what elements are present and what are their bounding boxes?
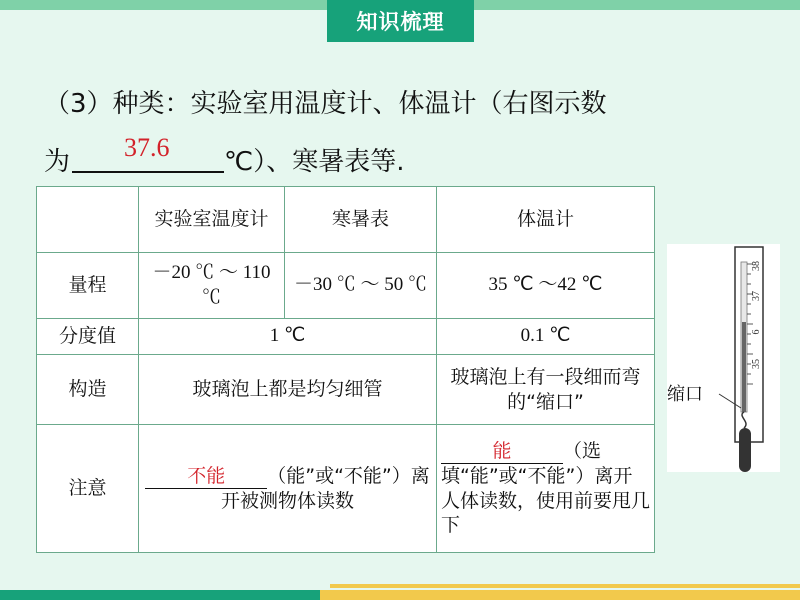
mercury-column bbox=[742, 322, 746, 412]
row-label-structure: 构造 bbox=[37, 355, 139, 425]
header-weather-thermometer: 寒暑表 bbox=[285, 187, 437, 253]
range-weather: －30 ℃ ～ 50 ℃ bbox=[285, 253, 437, 319]
scale-label-35: 35 bbox=[751, 359, 762, 369]
note-shared-text: （能”或“不能”）离开被测物体读数 bbox=[220, 464, 430, 512]
division-clinical: 0.1 ℃ bbox=[437, 319, 655, 355]
structure-shared: 玻璃泡上都是均匀细管 bbox=[139, 355, 437, 425]
thermometer-illustration bbox=[667, 244, 780, 472]
bottom-accent-strip bbox=[0, 590, 800, 600]
section-title-tab bbox=[327, 0, 474, 42]
intro-line-1: （3）种类：实验室用温度计、体温计（右图示数 bbox=[44, 89, 607, 119]
note-shared bbox=[139, 425, 437, 553]
note-clinical-text: （选填“能”或“不能”）离开人体读数，使用前要甩几下 bbox=[441, 440, 651, 537]
structure-clinical: 玻璃泡上有一段细而弯的“缩口” bbox=[437, 355, 655, 425]
answer-value: 37.6 bbox=[124, 133, 170, 162]
table-row-note bbox=[37, 425, 655, 553]
scale-label-37: 37 bbox=[751, 291, 762, 301]
row-label-note: 注意 bbox=[37, 425, 139, 553]
header-lab-thermometer: 实验室温度计 bbox=[139, 187, 285, 253]
intro-suffix: ℃）、寒暑表等. bbox=[224, 147, 405, 177]
division-shared: 1 ℃ bbox=[139, 319, 437, 355]
table-row-division bbox=[37, 319, 655, 355]
thermometer-tube bbox=[735, 247, 763, 442]
range-lab: －20 ℃ ～ 110 ℃ bbox=[139, 253, 285, 319]
intro-prefix: 为 bbox=[44, 147, 71, 177]
thermometer-table bbox=[36, 186, 655, 553]
note-clinical-answer: 能 bbox=[441, 440, 563, 464]
thermometer-bulb bbox=[739, 428, 751, 472]
scale-label-38: 38 bbox=[751, 261, 762, 271]
header-clinical-thermometer: 体温计 bbox=[437, 187, 655, 253]
section-title: 知识梳理 bbox=[356, 10, 445, 34]
answer-blank bbox=[72, 133, 224, 173]
table-row-structure bbox=[37, 355, 655, 425]
scale-label-6: 6 bbox=[751, 329, 762, 335]
intro-line-2 bbox=[44, 133, 405, 178]
range-clinical: 35 ℃ ～42 ℃ bbox=[437, 253, 655, 319]
bottom-accent-line bbox=[330, 584, 800, 588]
row-label-range: 量程 bbox=[37, 253, 139, 319]
table-row-range bbox=[37, 253, 655, 319]
table-header-row bbox=[37, 187, 655, 253]
clinical-thermometer-figure bbox=[667, 244, 780, 472]
constriction-callout-label: 缩口 bbox=[667, 384, 703, 405]
note-clinical bbox=[437, 425, 655, 553]
note-shared-answer: 不能 bbox=[145, 465, 267, 489]
row-label-division: 分度值 bbox=[37, 319, 139, 355]
header-empty-cell bbox=[37, 187, 139, 253]
